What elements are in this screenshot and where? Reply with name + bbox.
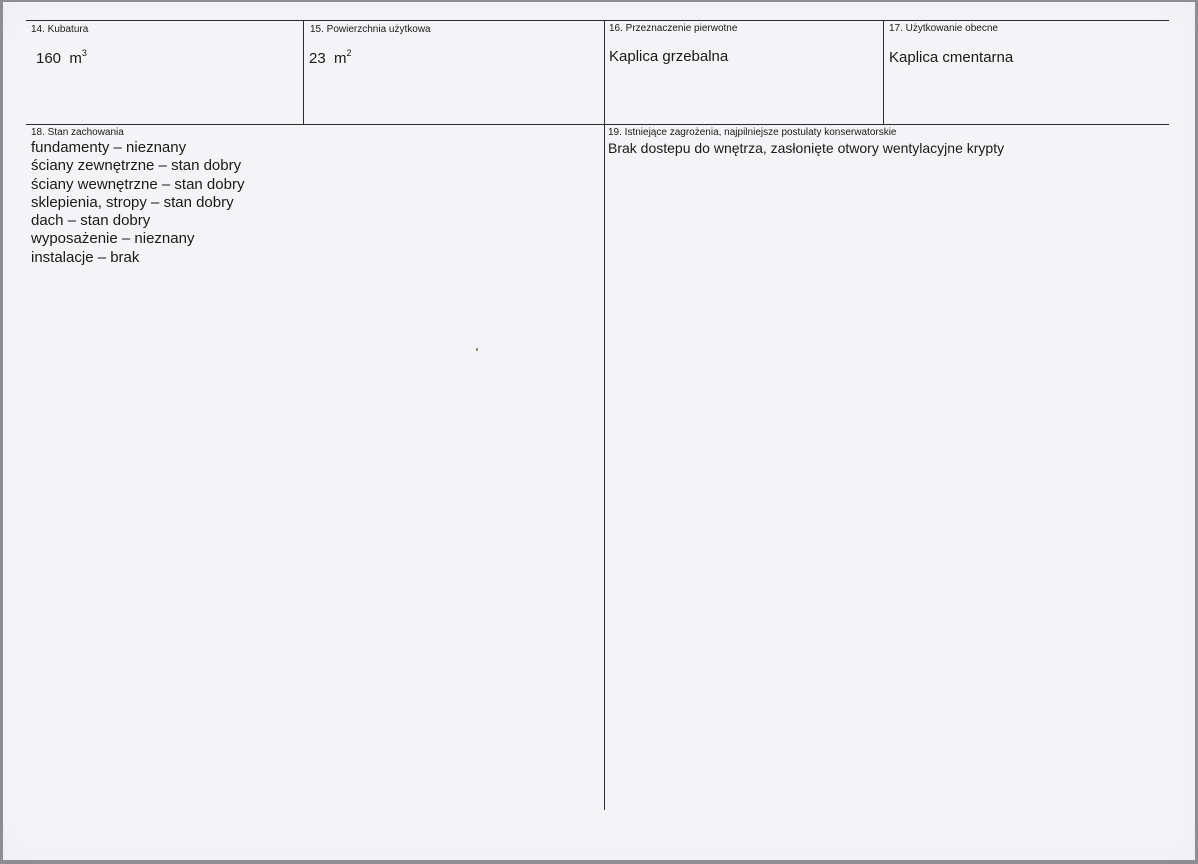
stan-item-fundamenty: fundamenty – nieznany xyxy=(31,139,187,156)
stan-item-sklepienia: sklepienia, stropy – stan dobry xyxy=(31,193,234,211)
scan-speck xyxy=(476,348,478,351)
powierzchnia-value xyxy=(309,50,352,68)
zagrozenia-label: 19. Istniejące zagrożenia, najpilniejsze postulaty konserwatorskie xyxy=(608,127,897,138)
kubatura-unit-exponent: 3 xyxy=(81,48,87,58)
kubatura-value xyxy=(36,50,87,68)
top-rule xyxy=(26,20,1169,21)
przeznaczenie-value: Kaplica grzebalna xyxy=(609,48,729,65)
stan-label: 18. Stan zachowania xyxy=(31,127,124,138)
powierzchnia-unit: m xyxy=(334,50,347,67)
powierzchnia-number: 23 xyxy=(309,50,326,67)
form-sheet xyxy=(3,2,1195,860)
stan-item-instalacje: instalacje – brak xyxy=(31,248,140,266)
zagrozenia-value: Brak dostepu do wnętrza, zasłonięte otwory wentylacyjne krypty xyxy=(608,140,1005,156)
uzytkowanie-value: Kaplica cmentarna xyxy=(889,49,1014,66)
kubatura-label: 14. Kubatura xyxy=(31,24,89,35)
stan-item-sciany-wewnetrzne: ściany wewnętrzne – stan dobry xyxy=(31,175,245,193)
divider-16-17 xyxy=(883,20,884,124)
divider-14-15 xyxy=(303,20,304,124)
kubatura-number: 160 xyxy=(36,50,62,67)
stan-item-wyposazenie: wyposażenie – nieznany xyxy=(31,230,195,248)
stan-item-sciany-zewnetrzne: ściany zewnętrzne – stan dobry xyxy=(31,157,242,175)
powierzchnia-unit-exponent: 2 xyxy=(346,48,352,58)
uzytkowanie-label: 17. Użytkowanie obecne xyxy=(889,23,998,34)
stan-item-dach: dach – stan dobry xyxy=(31,212,151,230)
powierzchnia-label: 15. Powierzchnia użytkowa xyxy=(310,24,431,35)
przeznaczenie-label: 16. Przeznaczenie pierwotne xyxy=(609,23,738,34)
divider-center xyxy=(604,20,605,810)
stan-list xyxy=(31,139,244,267)
middle-rule xyxy=(26,124,1169,125)
kubatura-unit: m xyxy=(69,50,82,67)
